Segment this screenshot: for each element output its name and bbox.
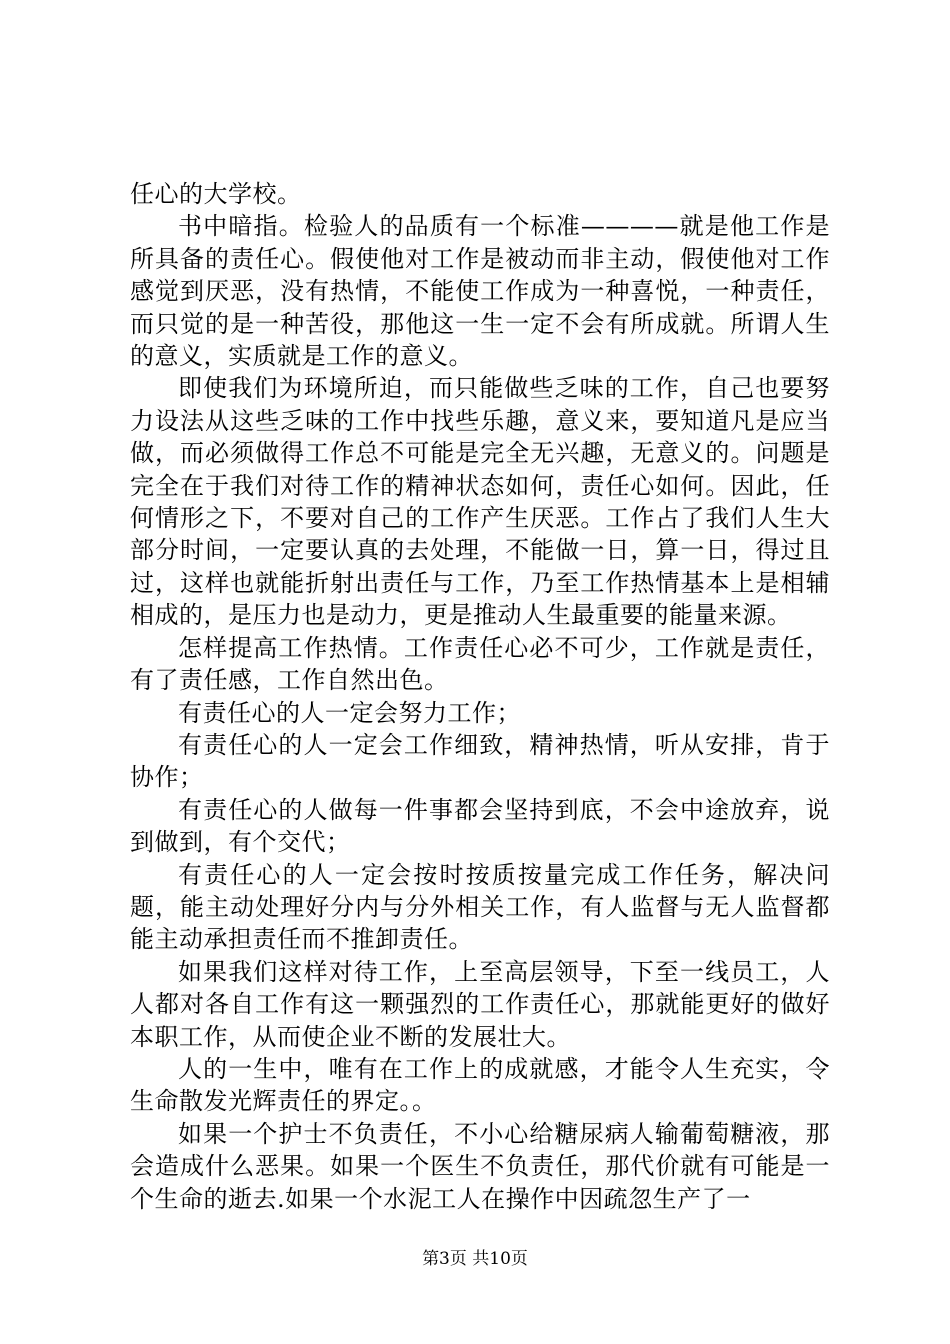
paragraph-9: 如果我们这样对待工作，上至高层领导，下至一线员工，人人都对各自工作有这一颗强烈的工作责任心，那就能更好的做好本职工作，从而使企业不断的发展壮大。 xyxy=(130,957,830,1051)
page-number: 第3页 共10页 xyxy=(422,1249,528,1269)
paragraph-11: 如果一个护士不负责任，不小心给糖尿病人输葡萄糖液，那会造成什么恶果。如果一个医生不负责任，那代价就有可能是一个生命的逝去.如果一个水泥工人在操作中因疏忽生产了一 xyxy=(130,1119,830,1213)
paragraph-5: 有责任心的人一定会努力工作； xyxy=(178,698,521,727)
paragraph-1: 任心的大学校。 xyxy=(130,180,302,208)
page-footer xyxy=(0,1244,950,1269)
document-body xyxy=(130,178,830,1215)
paragraph-10: 人的一生中，唯有在工作上的成就感，才能令人生充实，令生命散发光辉责任的界定。。 xyxy=(130,1054,830,1116)
paragraph-2: 书中暗指。检验人的品质有一个标准————就是他工作是所具备的责任心。假使他对工作是被动而非主动，假使他对工作感觉到厌恶，没有热情，不能使工作成为一种喜悦，一种责任，而只觉的是一种苦役，那他这一生一定不会有所成就。所谓人生的意义，实质就是工作的意义。 xyxy=(130,212,830,371)
paragraph-4: 怎样提高工作热情。工作责任心必不可少，工作就是责任，有了责任感，工作自然出色。 xyxy=(130,633,830,695)
paragraph-6: 有责任心的人一定会工作细致，精神热情，听从安排，肯于协作； xyxy=(130,730,830,792)
paragraph-8: 有责任心的人一定会按时按质按量完成工作任务，解决问题，能主动处理好分内与分外相关工作，有人监督与无人监督都能主动承担责任而不推卸责任。 xyxy=(130,860,830,954)
paragraph-3: 即使我们为环境所迫，而只能做些乏味的工作，自己也要努力设法从这些乏味的工作中找些乐趣，意义来，要知道凡是应当做，而必须做得工作总不可能是完全无兴趣，无意义的。问题是完全在于我们对待工作的精神状态如何，责任心如何。因此，任何情形之下，不要对自己的工作产生厌恶。工作占了我们人生大部分时间，一定要认真的去处理，不能做一日，算一日，得过且过，这样也就能折射出责任与工作，乃至工作热情基本上是相辅相成的，是压力也是动力，更是推动人生最重要的能量来源。 xyxy=(130,374,830,630)
paragraph-7: 有责任心的人做每一件事都会坚持到底，不会中途放弃，说到做到，有个交代； xyxy=(130,795,830,857)
